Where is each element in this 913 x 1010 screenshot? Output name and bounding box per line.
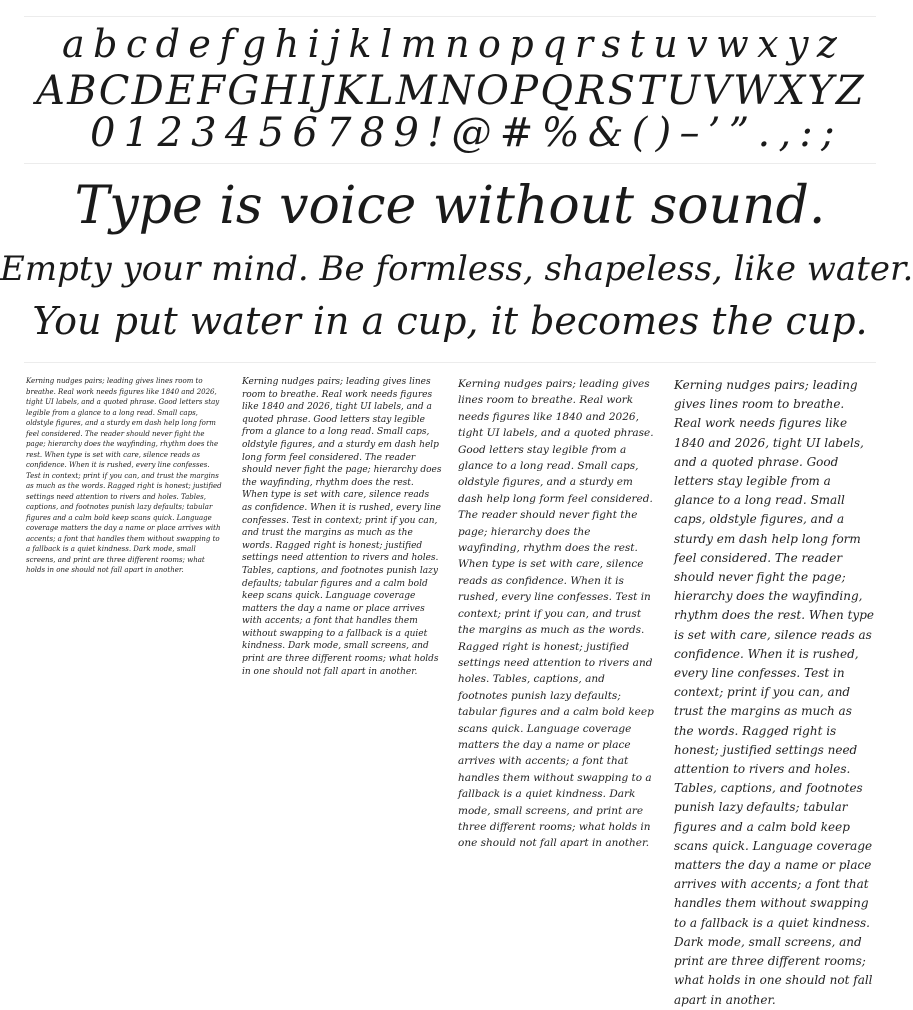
glyph: l	[379, 22, 393, 66]
glyph: J	[316, 68, 333, 114]
glyph: r	[574, 22, 594, 66]
glyph: ”	[728, 110, 750, 156]
glyph: 4	[224, 110, 251, 156]
divider-middle	[24, 163, 876, 164]
glyph: ;	[821, 110, 835, 156]
glyph: s	[601, 22, 622, 66]
glyph: e	[188, 22, 211, 66]
glyph: L	[366, 68, 394, 114]
glyph: .	[757, 110, 771, 156]
glyph: @	[451, 110, 492, 156]
glyph: 9	[393, 110, 419, 156]
glyph: B	[67, 68, 97, 114]
glyph: I	[298, 68, 315, 114]
glyph: X	[776, 68, 806, 114]
figures-glyph-row	[90, 110, 835, 166]
glyph: A	[36, 68, 65, 114]
glyph: ,	[778, 110, 792, 156]
body-column-small	[26, 376, 222, 634]
glyph: 8	[359, 110, 386, 156]
glyph: T	[637, 68, 664, 114]
glyph: Y	[807, 68, 834, 114]
glyph: h	[274, 22, 300, 66]
glyph: u	[653, 22, 678, 66]
glyph: c	[125, 22, 148, 66]
glyph: D	[131, 68, 164, 114]
glyph: 5	[258, 110, 285, 156]
glyph: w	[716, 22, 749, 66]
glyph: 2	[157, 110, 183, 156]
glyph: W	[733, 68, 775, 114]
glyph: (	[631, 110, 648, 156]
body-column-medium	[242, 376, 442, 677]
glyph: C	[98, 68, 130, 114]
glyph: O	[476, 68, 509, 114]
glyph: P	[511, 68, 539, 114]
glyph: i	[307, 22, 320, 66]
glyph: f	[219, 22, 234, 66]
glyph: Q	[540, 68, 574, 114]
glyph: 7	[326, 110, 352, 156]
glyph: x	[757, 22, 779, 66]
body-paragraph: Kerning nudges pairs; leading gives lines room to breathe. Real work needs figures like 1840 and 2026, tight UI labels, and a quoted phrase. Good letters stay legible from a glance to a long read. Small caps, oldstyle figures, and a sturdy em dash help long form feel considered. The reader should never fight the page; hierarchy does the wayfinding, rhythm does the rest. When type is set with care, silence reads as confidence. When it is rushed, every line confesses. Test in context; print if you can, and trust the margins as much as the words. Ragged right is honest; justified settings need attention to rivers and holes. Tables, captions, and footnotes punish lazy defaults; tabular figures and a calm bold keep scans quick. Language coverage matters the day a name or place arrives with accents; a font that handles them without swapping to a fallback is a quiet kindness. Dark mode, small screens, and print are three different rooms; what holds in one should not fall apart in another.	[242, 377, 442, 677]
glyph: N	[438, 68, 474, 114]
glyph: &	[587, 110, 624, 156]
body-paragraph: Kerning nudges pairs; leading gives lines room to breathe. Real work needs figures like 1840 and 2026, tight UI labels, and a quoted phrase. Good letters stay legible from a glance to a long read. Small caps, oldstyle figures, and a sturdy em dash help long form feel considered. The reader should never fight the page; hierarchy does the wayfinding, rhythm does the rest. When type is set with care, silence reads as confidence. When it is rushed, every line confesses. Test in context; print if you can, and trust the margins as much as the words. Ragged right is honest; justified settings need attention to rivers and holes. Tables, captions, and footnotes punish lazy defaults; tabular figures and a calm bold keep scans quick. Language coverage matters the day a name or place arrives with accents; a font that handles them without swapping to a fallback is a quiet kindness. Dark mode, small screens, and print are three different rooms; what holds in one should not fall apart in another.	[458, 378, 654, 850]
glyph: m	[400, 22, 437, 66]
glyph: 0	[90, 110, 116, 156]
glyph: F	[197, 68, 226, 114]
glyph: )	[655, 110, 672, 156]
glyph: d	[155, 22, 180, 66]
glyph: y	[786, 22, 809, 66]
headline-sample: Type is voice without sound.	[74, 176, 826, 236]
glyph: R	[575, 68, 606, 114]
glyph: #	[499, 110, 534, 156]
glyph: z	[816, 22, 837, 66]
body-column-xlarge	[674, 376, 874, 1007]
glyph: k	[348, 22, 372, 66]
body-column-large	[458, 376, 654, 850]
glyph: Z	[835, 68, 864, 114]
glyph: g	[241, 22, 267, 66]
glyph: E	[165, 68, 196, 114]
glyph: H	[261, 68, 297, 114]
divider-top	[24, 16, 876, 17]
glyph: t	[629, 22, 645, 66]
glyph: !	[427, 110, 444, 156]
lowercase-glyph-row	[62, 22, 837, 72]
divider-bottom	[24, 362, 876, 363]
glyph: K	[334, 68, 365, 114]
glyph: G	[227, 68, 260, 114]
glyph: q	[542, 22, 567, 66]
glyph: ’	[707, 110, 721, 156]
glyph: :	[799, 110, 813, 156]
glyph: –	[679, 110, 700, 156]
glyph: 1	[123, 110, 150, 156]
sample-line-3: You put water in a cup, it becomes the cup.	[32, 299, 868, 343]
body-paragraph: Kerning nudges pairs; leading gives lines room to breathe. Real work needs figures like 1840 and 2026, tight UI labels, and a quoted phrase. Good letters stay legible from a glance to a long read. Small caps, oldstyle figures, and a sturdy em dash help long form feel considered. The reader should never fight the page; hierarchy does the wayfinding, rhythm does the rest. When type is set with care, silence reads as confidence. When it is rushed, every line confesses. Test in context; print if you can, and trust the margins as much as the words. Ragged right is honest; justified settings need attention to rivers and holes. Tables, captions, and footnotes punish lazy defaults; tabular figures and a calm bold keep scans quick. Language coverage matters the day a name or place arrives with accents; a font that handles them without swapping to a fallback is a quiet kindness. Dark mode, small screens, and print are three different rooms; what holds in one should not fall apart in another.	[674, 378, 874, 1007]
glyph: n	[445, 22, 470, 66]
glyph: M	[395, 68, 437, 114]
glyph: p	[509, 22, 534, 66]
glyph: b	[93, 22, 118, 66]
glyph: a	[62, 22, 85, 66]
glyph: j	[328, 22, 341, 66]
glyph: 6	[292, 110, 318, 156]
glyph: %	[541, 110, 580, 156]
glyph: 3	[191, 110, 217, 156]
glyph: o	[478, 22, 501, 66]
glyph: S	[607, 68, 636, 114]
sample-line-2: Empty your mind. Be formless, shapeless, like water.	[0, 249, 913, 289]
glyph: V	[702, 68, 732, 114]
glyph: v	[686, 22, 708, 66]
glyph: U	[666, 68, 700, 114]
body-paragraph: Kerning nudges pairs; leading gives lines room to breathe. Real work needs figures like 1840 and 2026, tight UI labels, and a quoted phrase. Good letters stay legible from a glance to a long read. Small caps, oldstyle figures, and a sturdy em dash help long form feel considered. The reader should never fight the page; hierarchy does the wayfinding, rhythm does the rest. When type is set with care, silence reads as confidence. When it is rushed, every line confesses. Test in context; print if you can, and trust the margins as much as the words. Ragged right is honest; justified settings need attention to rivers and holes. Tables, captions, and footnotes punish lazy defaults; tabular figures and a calm bold keep scans quick. Language coverage matters the day a name or place arrives with accents; a font that handles them without swapping to a fallback is a quiet kindness. Dark mode, small screens, and print are three different rooms; what holds in one should not fall apart in another.	[26, 377, 222, 574]
